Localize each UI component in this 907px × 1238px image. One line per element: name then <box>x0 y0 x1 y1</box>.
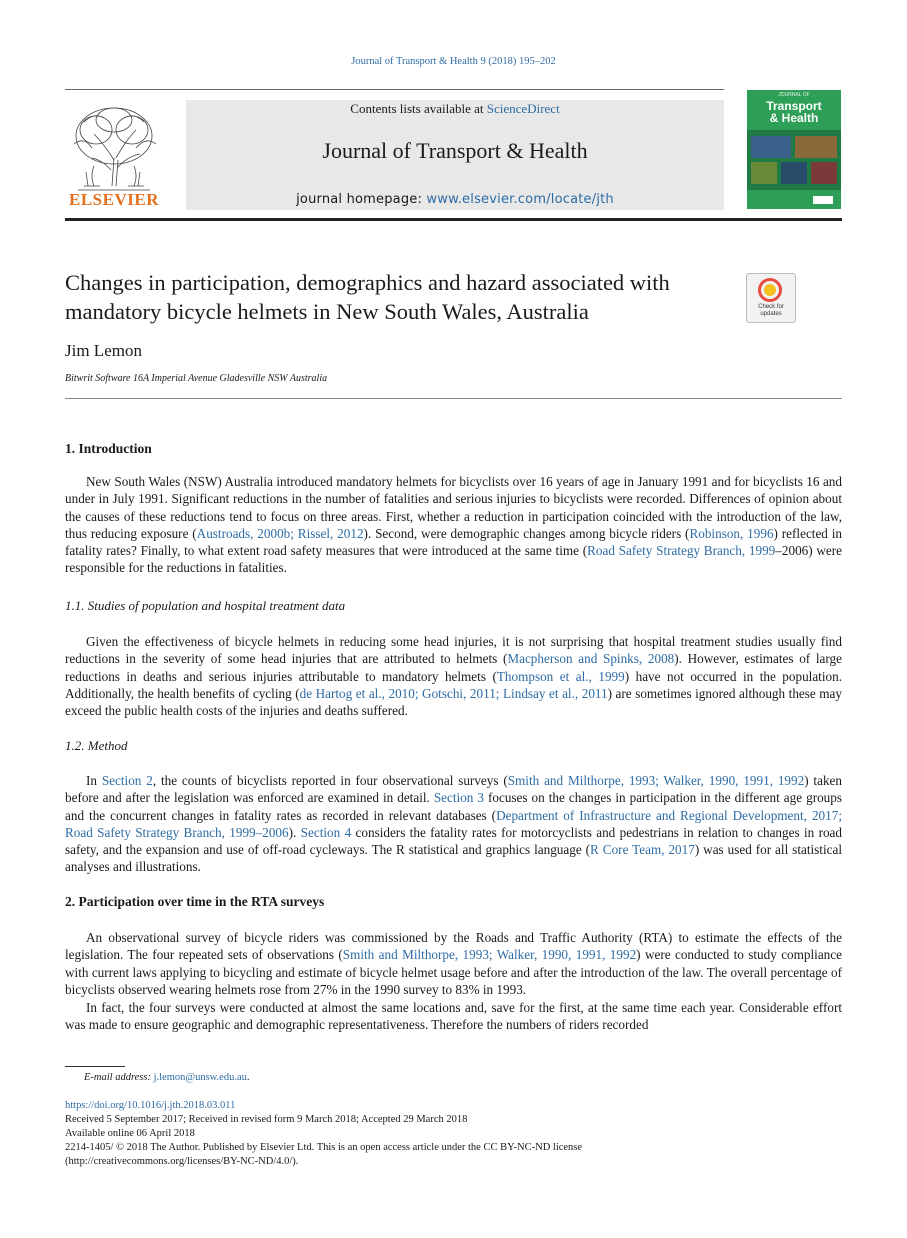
section-heading-introduction: 1. Introduction <box>65 441 152 456</box>
text: In <box>86 773 102 788</box>
author-name[interactable]: Jim Lemon <box>65 341 142 360</box>
text: ) reflected in fatality rates? Finally, to what extent road safety measures that were introduced at the same time ( <box>65 525 843 559</box>
citation-link[interactable]: R Core Team, 2017 <box>590 842 695 858</box>
text: ) were conducted to study compliance with current laws applying to bicycling and estimate of bicycle helmet usage before and after the introduction of the law. The overall percentage of bicyclists observed wearing helmets rose from 27% in the 1990 survey to 83% in 1993. <box>65 947 842 997</box>
text: ). However, estimates of large reductions in deaths and serious injuries attributable to mandatory helmets ( <box>65 651 842 684</box>
cover-small-text: JOURNAL OF <box>778 92 810 98</box>
section-heading-participation: 2. Participation over time in the RTA surveys <box>65 894 325 909</box>
homepage-link[interactable]: www.elsevier.com/locate/jth <box>426 192 614 207</box>
header-rule-top <box>65 89 724 90</box>
subsection-heading-population: 1.1. Studies of population and hospital treatment data <box>65 598 346 613</box>
paragraph-method <box>65 772 842 876</box>
section-link[interactable]: Section 3 <box>433 790 484 806</box>
section-link[interactable]: Section 2 <box>101 773 153 788</box>
homepage-line <box>186 192 724 207</box>
journal-cover-thumbnail[interactable] <box>747 90 841 209</box>
citation-link[interactable]: Department of Infrastructure and Regional Development, 2017; Road Safety Strategy Branch, 1999–2006 <box>65 807 842 840</box>
article-title: Changes in participation, demographics and hazard associated with mandatory bicycle helmets in New South Wales, Australia <box>65 270 670 324</box>
citation-link[interactable]: Macpherson and Spinks, 2008 <box>507 651 675 667</box>
check-updates-dot-icon <box>764 284 776 296</box>
cover-photo <box>747 130 841 190</box>
received-dates: Received 5 September 2017; Received in revised form 9 March 2018; Accepted 29 March 2018 <box>65 1114 468 1125</box>
text: ). Second, were demographic changes among bicycle riders ( <box>363 525 690 541</box>
footnote-rule <box>65 1066 125 1067</box>
doi-link[interactable]: https://doi.org/10.1016/j.jth.2018.03.011 <box>65 1100 236 1111</box>
paragraph-participation-1 <box>65 929 842 998</box>
elsevier-wordmark: ELSEVIER <box>69 190 159 209</box>
copyright-line: 2214-1405/ © 2018 The Author. Published by Elsevier Ltd. This is an open access article under the CC BY-NC-ND license <box>65 1142 583 1153</box>
text: ) taken before and after the legislation was enforced are examined in detail. <box>65 773 842 806</box>
citation-link[interactable]: Robinson, 1996 <box>689 525 774 541</box>
homepage-prefix: journal homepage: <box>296 192 427 207</box>
cover-title: Transport & Health <box>766 99 822 125</box>
text: focuses on the changes in participation in the different age groups and the concurrent changes in fatality rates as recorded in relevant databases ( <box>65 790 842 823</box>
citation-link[interactable]: Austroads, 2000b; Rissel, 2012 <box>196 525 364 541</box>
text: , the counts of bicyclists reported in four observational surveys ( <box>152 773 508 788</box>
paragraph-participation-2: In fact, the four surveys were conducted at almost the same locations and, save for the first, at the same time each year. Considerable effort was made to ensure geographic and demographic representativeness. Therefore the numbers of riders recorded <box>65 1000 842 1033</box>
citation-link[interactable]: Smith and Milthorpe, 1993; Walker, 1990, 1991, 1992 <box>342 947 637 963</box>
text: Given the effectiveness of bicycle helmets in reducing some head injuries, it is not surprising that hospital treatment studies usually find reductions in the severity of some head injuries that are attributed to helmets ( <box>65 634 842 667</box>
check-for-updates-button[interactable] <box>746 273 796 323</box>
text: –2006) were responsible for the reductions in fatalities. <box>65 543 842 576</box>
check-updates-label: Check for updates <box>758 304 784 317</box>
email-end: . <box>246 1072 250 1083</box>
text: New South Wales (NSW) Australia introduced mandatory helmets for bicyclists over 16 years of age in January 1991 and for bicyclists 16 and under in July 1991. Significant reductions in the number of fatalities and serious injuries to bicyclists were recorded. Differences of opinion about the causes of these reductions tend to focus on three areas. First, whether a reduction in participation coincided with the introduction of the law, thus reducing exposure ( <box>65 474 842 541</box>
email-footnote <box>84 1071 250 1085</box>
citation-link[interactable]: Road Safety Strategy Branch, 1999 <box>587 543 776 559</box>
citation-link[interactable]: Smith and Milthorpe, 1993; Walker, 1990, 1991, 1992 <box>507 773 805 788</box>
subsection-heading-method: 1.2. Method <box>65 738 128 753</box>
journal-reference[interactable]: Journal of Transport & Health 9 (2018) 195–202 <box>351 56 556 67</box>
text: ) have not occurred in the population. Additionally, the health benefits of cycling ( <box>65 668 842 701</box>
text: considers the fatality rates for motorcyclists and pedestrians in relation to changes in road safety, and the expansion and use of off-road cycleways. The R statistical and graphics language ( <box>65 824 842 858</box>
available-online: Available online 06 April 2018 <box>65 1128 195 1139</box>
license-url[interactable]: (http://creativecommons.org/licenses/BY-NC-ND/4.0/). <box>65 1156 299 1167</box>
paragraph-population <box>65 633 842 719</box>
email-label: E-mail address: <box>84 1072 154 1083</box>
paragraph-introduction <box>65 473 842 577</box>
text: ). <box>288 824 301 840</box>
author-affiliation: Bitwrit Software 16A Imperial Avenue Gladesville NSW Australia <box>65 373 328 384</box>
affiliation-rule <box>65 398 842 399</box>
contents-prefix: Contents lists available at <box>350 101 487 116</box>
sciencedirect-link[interactable]: ScienceDirect <box>486 101 560 116</box>
cover-logo <box>813 196 833 204</box>
citation-link[interactable]: de Hartog et al., 2010; Gotschi, 2011; Lindsay et al., 2011 <box>299 685 608 701</box>
email-link[interactable]: j.lemon@unsw.edu.au <box>153 1072 247 1083</box>
text: An observational survey of bicycle riders was commissioned by the Roads and Traffic Authority (RTA) to estimate the effects of the legislation. The four repeated sets of observations ( <box>65 930 842 963</box>
section-link[interactable]: Section 4 <box>300 824 352 840</box>
text: ) are sometimes ignored although these may exceed the public health costs of the injuries and deaths suffered. <box>65 685 842 719</box>
contents-line <box>186 101 724 117</box>
journal-title: Journal of Transport & Health <box>322 138 588 163</box>
citation-link[interactable]: Thompson et al., 1999 <box>496 668 625 684</box>
header-rule-bottom <box>65 218 842 221</box>
text: ) was used for all statistical analyses and illustrations. <box>65 842 842 875</box>
